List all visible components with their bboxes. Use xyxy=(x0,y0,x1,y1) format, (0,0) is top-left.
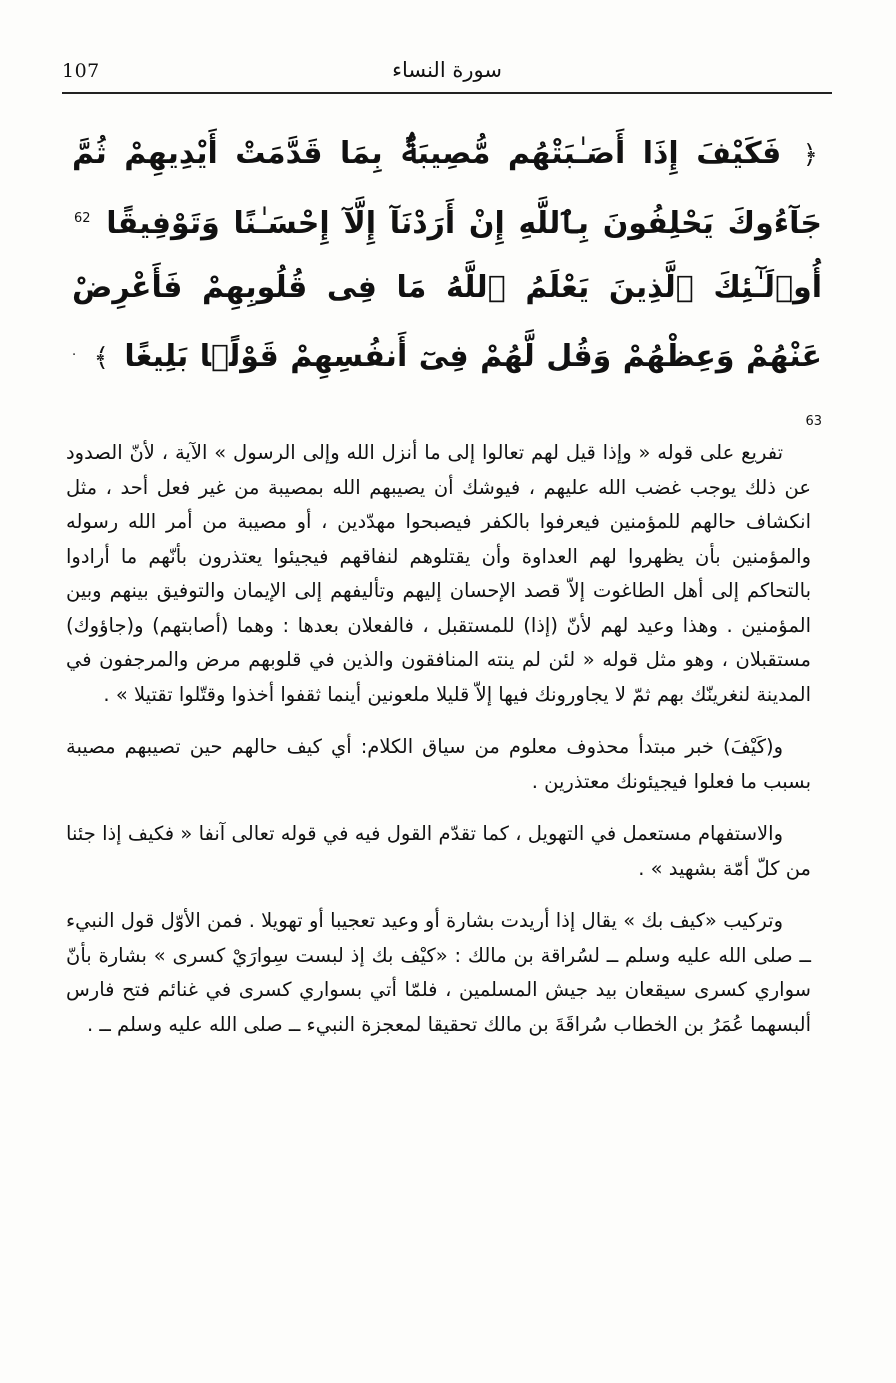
quran-verse xyxy=(72,122,822,459)
surah-title: سورة النساء xyxy=(392,58,502,82)
verse-close-ornament: ﴾ xyxy=(93,343,109,373)
commentary-paragraph-3: والاستفهام مستعمل في التهويل ، كما تقدّم القول فيه في قوله تعالى آنفا « فكيف إذا جئنا من كلّ أمّة بشهيد » . xyxy=(66,822,811,880)
verse-text-part-1: فَكَيْفَ إِذَا أَصَـٰبَتْهُم مُّصِيبَةٌۢ بِمَا قَدَّمَتْ أَيْدِيهِمْ ثُمَّ جَآءُوكَ يَحْلِفُونَ بِٱللَّهِ إِنْ أَرَدْنَآ إِلَّآ إِحْسَـٰنًا وَتَوْفِيقًا xyxy=(72,136,822,241)
commentary-paragraph-2: و(كَيْفَ) خبر مبتدأ محذوف معلوم من سياق الكلام: أي كيف حالهم حين تصيبهم مصيبة بسبب ما فعلوا فيجيئونك معتذرين . xyxy=(66,735,811,793)
commentary-paragraph-1: تفريع على قوله « وإذا قيل لهم تعالوا إلى ما أنزل الله وإلى الرسول » الآية ، لأنّ الصدود عن ذلك يوجب غضب الله عليهم ، فيوشك أن يصيبهم الله بمصيبة من غير فعل أحد ، مثل انكشاف حالهم للمؤمنين فيعرفوا بالكفر فيصبحوا مهدّدين ، أو مصيبة من أمر الله رسوله والمؤمنين بأن يظهروا لهم العداوة وأن يقتلوهم لنفاقهم فيجيئوا يعتذرون بأنّهم ما أرادوا بالتحاكم إلى أهل الطاغوت إلاّ قصد الإحسان إليهم وتأليفهم إلى الإيمان والتوفيق بينهم وبين المؤمنين . وهذا وعيد لهم لأنّ (إذا) للمستقبل ، فالفعلان بعدها : وهما (أصابتهم) و(جاؤوك) مستقبلان ، وهو مثل قوله « لئن لم ينته المنافقون والذين في قلوبهم مرض والمرجفون في المدينة لنغرينّك بهم ثمّ لا يجاورونك فيها إلاّ قليلا ملعونين أينما ثقفوا أخذوا وقتّلوا تقتيلا » . xyxy=(66,441,811,706)
page-number: 107 xyxy=(62,60,100,82)
commentary-text xyxy=(66,436,811,1042)
header-rule xyxy=(62,92,832,94)
verse-text-part-2: أُو۟لَـٰٓئِكَ ٱلَّذِينَ يَعْلَمُ ٱللَّهُ مَا فِى قُلُوبِهِمْ فَأَعْرِضْ عَنْهُمْ وَعِظْهُمْ وَقُل لَّهُمْ فِىٓ أَنفُسِهِمْ قَوْلًۢا بَلِيغًا xyxy=(72,270,823,374)
verse-open-ornament: ﴿ xyxy=(802,140,818,170)
page-header xyxy=(62,54,832,94)
verse-number-63: . 63 xyxy=(72,344,822,429)
verse-number-62: 62 xyxy=(74,211,91,226)
commentary-paragraph-4: وتركيب «كيف بك » يقال إذا أريدت بشارة أو وعيد تعجيبا أو تهويلا . فمن الأوّل قول النبيء ــ صلى الله عليه وسلم ــ لسُراقة بن مالك : «كيْف بك إذ لبست سِوارَيْ كسرى » بشارة بأنّ سواري كسرى سيقعان بيد جيش المسلمين ، فلمّا أتي بسواري كسرى في غنائم فتح فارس ألبسهما عُمَرُ بن الخطاب سُراقَةَ بن مالك تحقيقا لمعجزة النبيء ــ صلى الله عليه وسلم ــ . xyxy=(66,909,811,1036)
